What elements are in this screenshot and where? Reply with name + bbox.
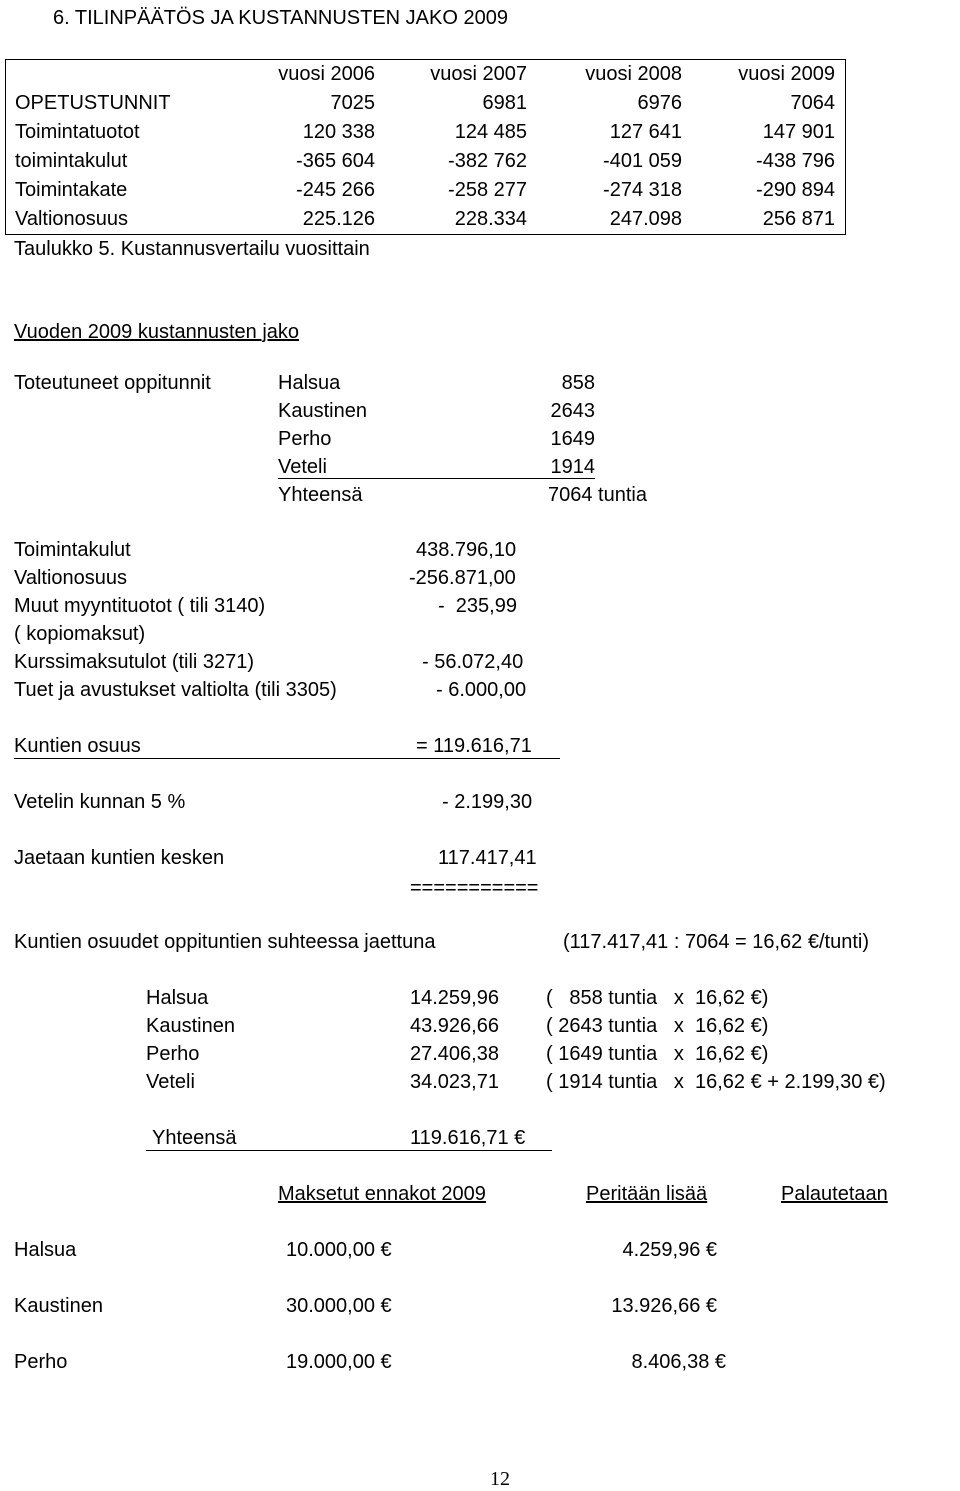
lessons-value: 1914	[550, 456, 595, 478]
distributed-label: Jaetaan kuntien kesken	[14, 847, 225, 869]
lessons-value: 858	[561, 372, 595, 394]
table-header-row	[6, 60, 845, 89]
table-cell: -365 604	[296, 150, 375, 172]
division-value: 14.259,96	[410, 987, 499, 1009]
veteli-share-value: - 2.199,30	[442, 791, 533, 813]
division-total-value: 119.616,71 €	[410, 1127, 526, 1149]
table-cell: Valtionosuus	[15, 208, 129, 230]
settlement-header-advances: Maksetut ennakot 2009	[278, 1183, 486, 1205]
lessons-value: 2643	[550, 400, 595, 422]
lessons-name: Perho	[278, 428, 332, 450]
cost-label: Valtionosuus	[14, 567, 128, 589]
settlement-header-extra: Peritään lisää	[586, 1183, 708, 1205]
lessons-name: Veteli	[278, 456, 327, 478]
veteli-share-label: Vetelin kunnan 5 %	[14, 791, 186, 813]
underline-rule	[14, 758, 560, 759]
table-row	[6, 89, 845, 118]
cost-value: - 56.072,40	[422, 651, 524, 673]
division-name: Kaustinen	[146, 1015, 235, 1037]
table-cell: toimintakulut	[15, 150, 128, 172]
table-cell: OPETUSTUNNIT	[15, 92, 171, 114]
section-title: Vuoden 2009 kustannusten jako	[14, 321, 300, 343]
division-label: Kuntien osuudet oppituntien suhteessa jaettuna	[14, 931, 436, 953]
cost-label: Muut myyntituotot ( tili 3140)	[14, 595, 266, 617]
document-heading: 6. TILINPÄÄTÖS JA KUSTANNUSTEN JAKO 2009	[53, 7, 508, 29]
distributed-value: 117.417,41	[438, 847, 537, 869]
table-cell: 228.334	[454, 208, 527, 230]
settlement-advance: 19.000,00 €	[286, 1351, 392, 1373]
settlement-name: Kaustinen	[14, 1295, 103, 1317]
division-calc: ( 858 tuntia x 16,62 €)	[546, 987, 769, 1009]
table-header-cell: vuosi 2007	[430, 63, 527, 85]
cost-value: - 6.000,00	[436, 679, 527, 701]
cost-comparison-table	[5, 59, 846, 235]
settlement-extra: 13.926,66 €	[611, 1295, 717, 1317]
division-value: 43.926,66	[410, 1015, 499, 1037]
settlement-header-refund: Palautetaan	[781, 1183, 888, 1205]
cost-label: Toimintakulut	[14, 539, 131, 561]
table-cell: -290 894	[756, 179, 835, 201]
table-cell: 6981	[482, 92, 527, 114]
table-cell: Toimintakate	[15, 179, 128, 201]
lessons-total-value: 7064 tuntia	[548, 484, 647, 506]
table-cell: 6976	[637, 92, 682, 114]
table-caption: Taulukko 5. Kustannusvertailu vuosittain	[14, 238, 370, 260]
division-calc: ( 1649 tuntia x 16,62 €)	[546, 1043, 769, 1065]
table-row	[6, 205, 845, 234]
municipal-share-value: = 119.616,71	[416, 735, 532, 757]
cost-label: Kurssimaksutulot (tili 3271)	[14, 651, 255, 673]
cost-value: - 235,99	[438, 595, 517, 617]
underline-rule	[146, 1150, 552, 1151]
table-cell: -245 266	[296, 179, 375, 201]
underline-rule	[278, 478, 595, 479]
table-cell: Toimintatuotot	[15, 121, 140, 143]
cost-label: Tuet ja avustukset valtiolta (tili 3305)	[14, 679, 337, 701]
table-cell: -438 796	[756, 150, 835, 172]
table-cell: 225.126	[302, 208, 375, 230]
table-cell: 7025	[330, 92, 375, 114]
lessons-name: Kaustinen	[278, 400, 367, 422]
lessons-total-label: Yhteensä	[278, 484, 363, 506]
table-header-cell: vuosi 2006	[278, 63, 375, 85]
settlement-extra: 4.259,96 €	[622, 1239, 717, 1261]
table-cell: 7064	[790, 92, 835, 114]
cost-value: -256.871,00	[409, 567, 516, 589]
table-header-cell: vuosi 2009	[738, 63, 835, 85]
table-cell: 120 338	[302, 121, 375, 143]
table-row	[6, 118, 845, 147]
table-cell: -258 277	[448, 179, 527, 201]
table-cell: 256 871	[762, 208, 835, 230]
division-total-label: Yhteensä	[152, 1127, 237, 1149]
settlement-name: Perho	[14, 1351, 68, 1373]
table-cell: -401 059	[603, 150, 682, 172]
division-value: 27.406,38	[410, 1043, 499, 1065]
division-calc: ( 1914 tuntia x 16,62 € + 2.199,30 €)	[546, 1071, 886, 1093]
cost-value: 438.796,10	[416, 539, 517, 561]
division-formula: (117.417,41 : 7064 = 16,62 €/tunti)	[563, 931, 869, 953]
division-name: Perho	[146, 1043, 200, 1065]
division-value: 34.023,71	[410, 1071, 499, 1093]
division-calc: ( 2643 tuntia x 16,62 €)	[546, 1015, 769, 1037]
page-number: 12	[490, 1468, 510, 1490]
table-row	[6, 176, 845, 205]
settlement-advance: 30.000,00 €	[286, 1295, 392, 1317]
lessons-value: 1649	[550, 428, 595, 450]
division-name: Veteli	[146, 1071, 195, 1093]
table-cell: -382 762	[448, 150, 527, 172]
table-cell: -274 318	[603, 179, 682, 201]
table-cell: 127 641	[609, 121, 682, 143]
table-cell: 147 901	[762, 121, 835, 143]
cost-label: ( kopiomaksut)	[14, 623, 146, 645]
table-row	[6, 147, 845, 176]
double-rule: ===========	[410, 877, 539, 899]
municipal-share-label: Kuntien osuus	[14, 735, 141, 757]
division-name: Halsua	[146, 987, 209, 1009]
lessons-name: Halsua	[278, 372, 341, 394]
table-header-cell: vuosi 2008	[585, 63, 682, 85]
table-cell: 247.098	[609, 208, 682, 230]
lessons-label: Toteutuneet oppitunnit	[14, 372, 211, 394]
settlement-name: Halsua	[14, 1239, 77, 1261]
settlement-extra: 8.406,38 €	[631, 1351, 726, 1373]
table-cell: 124 485	[454, 121, 527, 143]
settlement-advance: 10.000,00 €	[286, 1239, 392, 1261]
